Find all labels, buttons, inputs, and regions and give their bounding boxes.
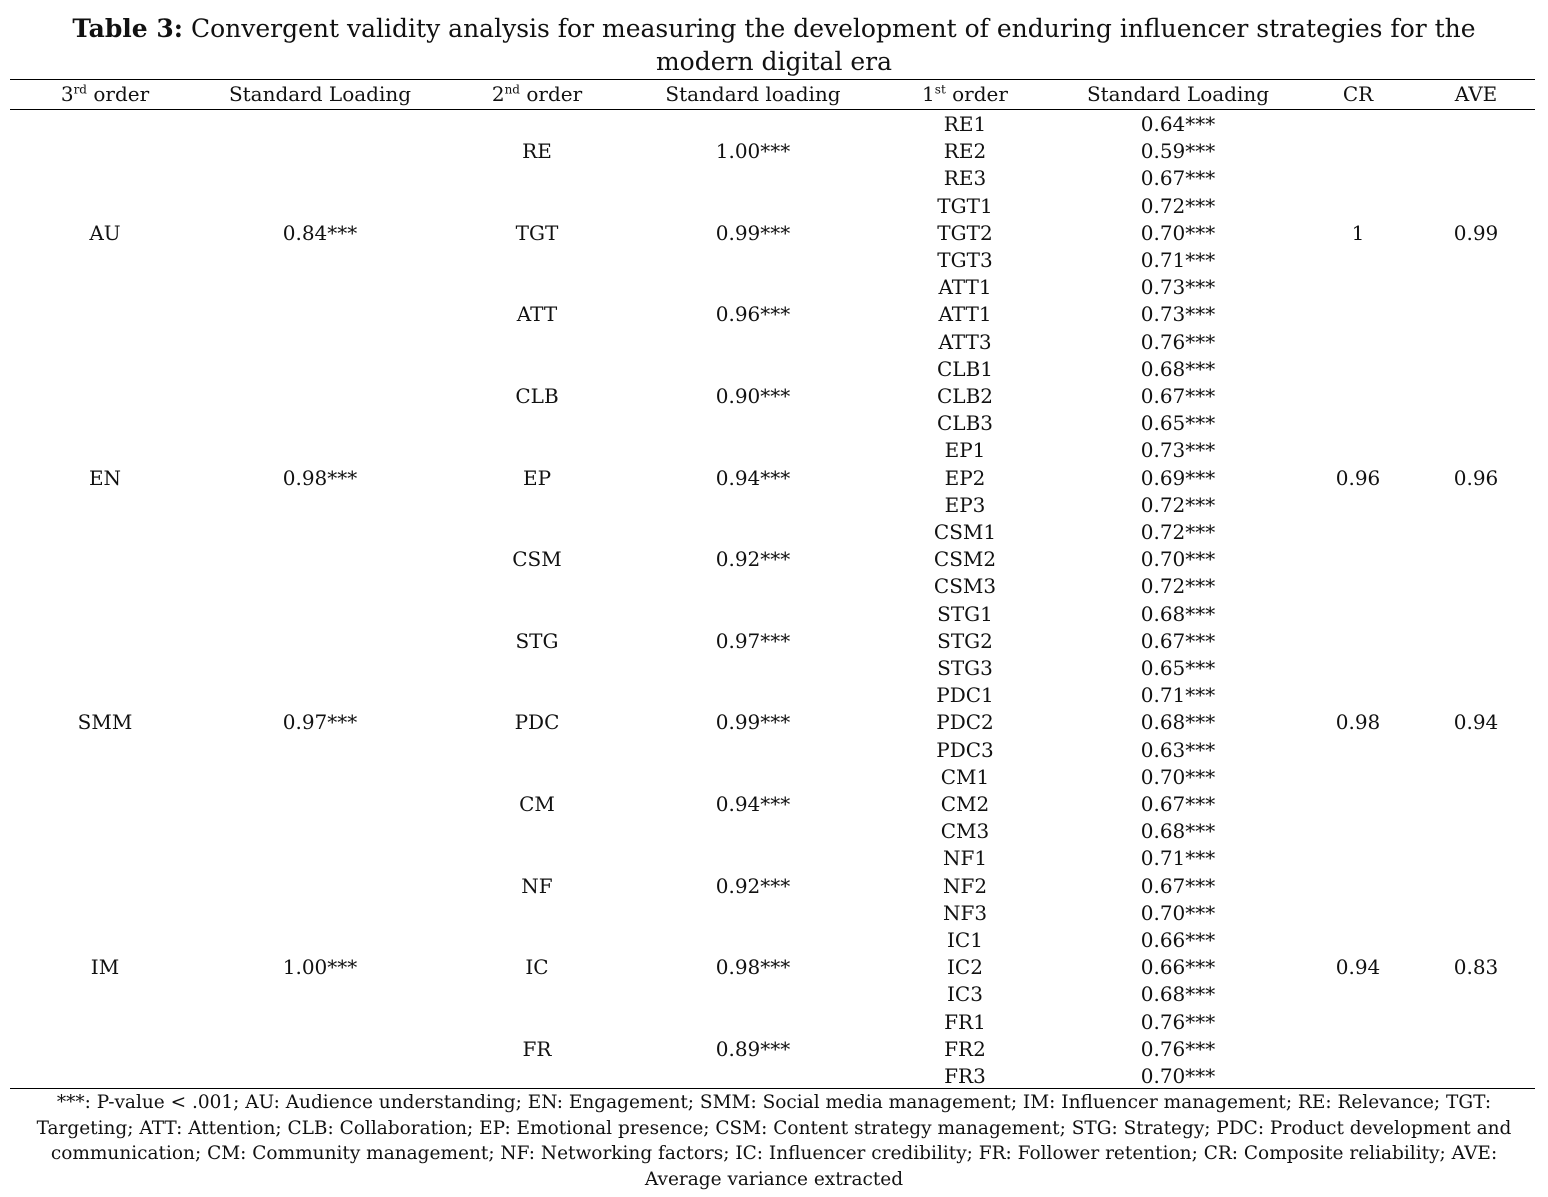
first-order-item: IC1 — [947, 928, 983, 952]
first-order-loading: 0.66*** — [1140, 955, 1216, 980]
second-order-construct: IC — [525, 955, 549, 980]
second-order-loading: 0.98*** — [715, 955, 791, 980]
second-order-construct: EP — [522, 465, 552, 490]
top-rule — [10, 79, 1535, 80]
third-order-construct: SMM — [77, 710, 133, 735]
first-order-loading: 0.70*** — [1140, 220, 1216, 245]
first-order-item: NF1 — [942, 846, 988, 871]
header-second-order: 2nd order — [491, 82, 583, 106]
second-order-loading: 0.94*** — [715, 792, 791, 816]
first-order-loading: 0.70*** — [1140, 900, 1216, 925]
second-order-loading: 0.89*** — [715, 1036, 791, 1061]
first-order-item: EP3 — [944, 492, 986, 517]
first-order-loading: 0.71*** — [1140, 248, 1216, 272]
first-order-loading: 0.70*** — [1140, 547, 1216, 572]
first-order-loading: 0.71*** — [1140, 846, 1216, 871]
first-order-loading: 0.63*** — [1140, 737, 1216, 762]
first-order-item: CLB2 — [936, 384, 993, 408]
first-order-item: EP1 — [944, 438, 986, 463]
second-order-loading: 0.92*** — [715, 547, 791, 572]
first-order-item: PDC1 — [936, 683, 994, 708]
first-order-loading: 0.73*** — [1140, 275, 1216, 300]
second-order-loading: 0.99*** — [715, 220, 791, 245]
cr-value: 0.94 — [1335, 955, 1381, 980]
second-order-loading: 0.97*** — [715, 628, 791, 653]
header-cr: CR — [1342, 82, 1374, 106]
first-order-item: ATT1 — [938, 302, 992, 327]
second-order-construct: STG — [515, 628, 559, 653]
second-order-construct: ATT — [516, 302, 558, 327]
cr-value: 0.98 — [1335, 710, 1381, 735]
third-order-loading: 1.00*** — [282, 955, 358, 980]
header-third-order: 3rd order — [60, 82, 150, 106]
first-order-loading: 0.70*** — [1140, 1064, 1216, 1088]
first-order-item: NF3 — [942, 900, 988, 925]
ave-value: 0.83 — [1453, 955, 1499, 980]
second-order-construct: RE — [522, 139, 552, 164]
first-order-loading: 0.68*** — [1140, 601, 1216, 626]
table-caption-text: Convergent validity analysis for measuring the development of enduring influencer strategies for the modern digital era — [190, 14, 1476, 76]
first-order-loading: 0.59*** — [1140, 139, 1216, 164]
second-order-loading: 0.96*** — [715, 302, 791, 327]
third-order-loading: 0.84*** — [282, 220, 358, 245]
first-order-loading: 0.68*** — [1140, 982, 1216, 1007]
first-order-loading: 0.65*** — [1140, 411, 1216, 436]
first-order-item: IC3 — [947, 982, 983, 1007]
second-order-construct: PDC — [514, 710, 560, 735]
first-order-loading: 0.67*** — [1140, 628, 1216, 653]
first-order-item: PDC2 — [936, 710, 994, 735]
first-order-loading: 0.71*** — [1140, 683, 1216, 708]
table-caption — [20, 12, 1528, 78]
first-order-loading: 0.70*** — [1140, 764, 1216, 789]
first-order-item: CLB3 — [936, 411, 993, 436]
first-order-loading: 0.73*** — [1140, 438, 1216, 463]
cr-value: 1 — [1351, 220, 1365, 245]
first-order-loading: 0.68*** — [1140, 819, 1216, 844]
ave-value: 0.99 — [1453, 220, 1499, 245]
second-order-construct: CM — [519, 792, 555, 816]
first-order-item: CSM2 — [933, 547, 997, 572]
first-order-item: RE1 — [943, 112, 987, 136]
bottom-rule — [10, 1088, 1535, 1089]
first-order-item: ATT3 — [938, 329, 992, 354]
first-order-item: FR3 — [944, 1064, 986, 1088]
third-order-construct: AU — [89, 220, 121, 245]
first-order-loading: 0.76*** — [1140, 1036, 1216, 1061]
third-order-construct: IM — [90, 955, 120, 980]
first-order-loading: 0.68*** — [1140, 356, 1216, 381]
first-order-item: CM2 — [940, 792, 990, 816]
first-order-item: CSM3 — [933, 574, 997, 599]
second-order-construct: TGT — [515, 220, 559, 245]
first-order-item: STG3 — [937, 656, 993, 680]
first-order-loading: 0.67*** — [1140, 792, 1216, 816]
first-order-item: CSM1 — [933, 520, 997, 544]
first-order-loading: 0.69*** — [1140, 465, 1216, 490]
cr-value: 0.96 — [1335, 465, 1381, 490]
first-order-loading: 0.67*** — [1140, 873, 1216, 898]
first-order-loading: 0.64*** — [1140, 112, 1216, 136]
first-order-loading: 0.76*** — [1140, 329, 1216, 354]
first-order-item: IC2 — [947, 955, 983, 980]
first-order-loading: 0.65*** — [1140, 656, 1216, 680]
first-order-item: FR1 — [944, 1009, 986, 1034]
first-order-item: TGT3 — [937, 248, 993, 272]
second-order-construct: FR — [522, 1036, 552, 1061]
first-order-loading: 0.72*** — [1140, 492, 1216, 517]
first-order-loading: 0.72*** — [1140, 574, 1216, 599]
first-order-item: PDC3 — [936, 737, 994, 762]
third-order-loading: 0.97*** — [282, 710, 358, 735]
second-order-construct: CLB — [515, 384, 559, 408]
second-order-construct: NF — [521, 873, 553, 898]
header-first-order: 1st order — [922, 82, 1008, 106]
ave-value: 0.94 — [1453, 710, 1499, 735]
first-order-item: STG1 — [937, 601, 993, 626]
header-ave: AVE — [1454, 82, 1498, 106]
second-order-loading: 1.00*** — [715, 139, 791, 164]
header-standard-loading-2nd: Standard loading — [665, 82, 841, 106]
table-caption-label: Table 3: — [72, 14, 184, 43]
second-order-loading: 0.92*** — [715, 873, 791, 898]
first-order-loading: 0.67*** — [1140, 166, 1216, 191]
first-order-item: TGT1 — [937, 193, 993, 218]
first-order-loading: 0.73*** — [1140, 302, 1216, 327]
third-order-loading: 0.98*** — [282, 465, 358, 490]
first-order-loading: 0.72*** — [1140, 193, 1216, 218]
second-order-loading: 0.94*** — [715, 465, 791, 490]
ave-value: 0.96 — [1453, 465, 1499, 490]
first-order-loading: 0.72*** — [1140, 520, 1216, 544]
first-order-item: EP2 — [944, 465, 986, 490]
first-order-loading: 0.66*** — [1140, 928, 1216, 952]
first-order-loading: 0.76*** — [1140, 1009, 1216, 1034]
third-order-construct: EN — [88, 465, 122, 490]
first-order-item: TGT2 — [937, 220, 993, 245]
second-order-loading: 0.99*** — [715, 710, 791, 735]
first-order-item: ATT1 — [938, 275, 992, 300]
first-order-item: CLB1 — [936, 356, 993, 381]
first-order-item: FR2 — [944, 1036, 986, 1061]
header-standard-loading-3rd: Standard Loading — [228, 82, 412, 106]
second-order-construct: CSM — [512, 547, 562, 572]
first-order-loading: 0.67*** — [1140, 384, 1216, 408]
first-order-loading: 0.68*** — [1140, 710, 1216, 735]
header-rule — [10, 109, 1535, 110]
first-order-item: STG2 — [937, 628, 993, 653]
first-order-item: CM3 — [940, 819, 990, 844]
first-order-item: CM1 — [940, 764, 990, 789]
table-footnote: ***: P-value < .001; AU: Audience understanding; EN: Engagement; SMM: Social media management; IM: Influencer management; RE: Relevance; TGT: Targeting; ATT: Attention; CLB: Collaboration; EP: Emotional presence; CSM: Content strategy management; STG: Strategy; PDC: Product development and communication; CM: Community management; NF: Networking factors; IC: Influencer credibility; FR: Follower retention; CR: Composite reliability; AVE: Average variance extracted — [36, 1092, 1512, 1190]
first-order-item: NF2 — [942, 873, 988, 898]
first-order-item: RE2 — [943, 139, 987, 164]
header-standard-loading-1st: Standard Loading — [1086, 82, 1270, 106]
second-order-loading: 0.90*** — [715, 384, 791, 408]
first-order-item: RE3 — [943, 166, 987, 191]
